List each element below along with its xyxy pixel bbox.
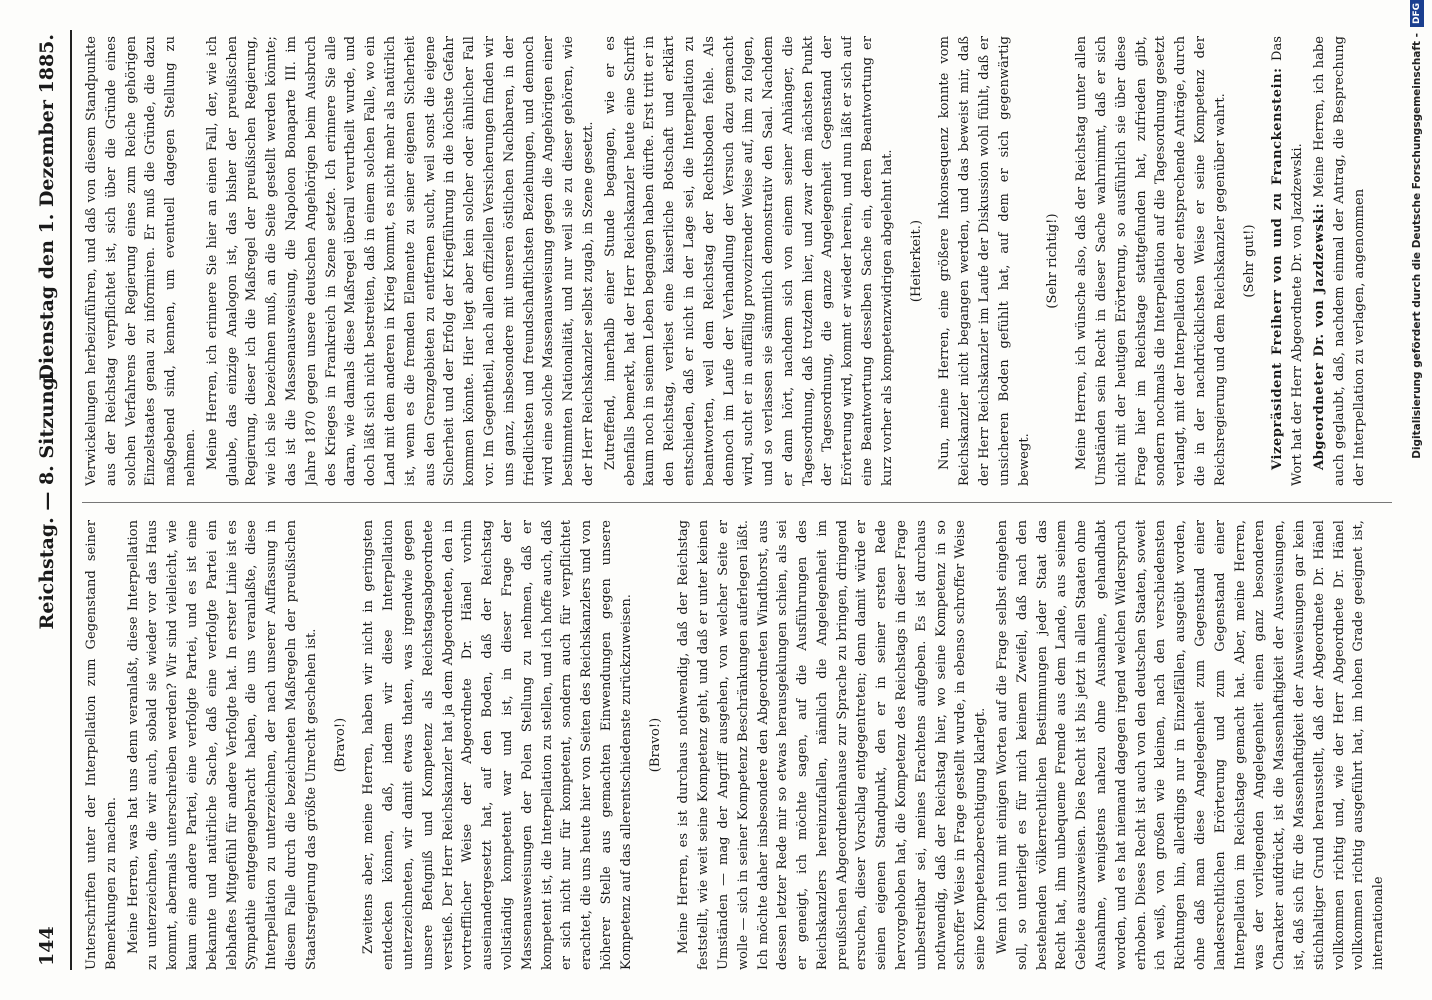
speaker-paragraph [1310, 36, 1369, 486]
dfg-logo-icon: DFG [1410, 0, 1424, 27]
body-paragraph: Zutreffend, innerhalb einer Stunde begangen, wie er es ebenfalls bemerkt, hat der Herr Reichskanzler heute eine Schrift kaum noch in seinem Leben begangen haben dürfte. Erst tritt er in den Reichstag, verliest eine kaiserliche Botschaft und erklärt entschieden, daß er nicht in der Lage sei, die Interpellation zu beantworten, weil dem Reichstag der Rechtsboden fehle. Als dennoch im Laufe der Verhandlung der Versuch dazu gemacht wird, sucht er in auffällig provozirender Weise auf, ihm zu folgen, und so verlassen sie sämmtlich demonstrativ den Saal. Nachdem er dann hört, nachdem sich von einem seiner Anhänger, die Tagesordnung, daß trotzdem hier, und zwar dem nächsten Punkt der Tagesordnung, die ganze Angelegenheit Gegenstand der Erörterung wird, kommt er wieder herein, und nun läßt er sich auf eine Beantwortung desselben Sache ein, deren Beantwortung er kurz vorher als kompetenzwidrigen abgelehnt hat. [602, 36, 895, 486]
interjection: (Sehr richtig!) [1045, 213, 1061, 309]
body-paragraph: Verwickelungen herbeizuführen, und daß von diesem Standpunkte aus der Reichstag verpflichtet ist, sich über die Gründe eines solchen Verfahrens der Regierung eines zum Reiche gehörigen Einzelstaates genau zu informiren. Er muß die Gründe, die dazu maßgebend sind, kennen, um eventuell dagegen Stellung zu nehmen. [84, 36, 198, 486]
body-paragraph: Unterschriften unter der Interpellation zum Gegenstand seiner Bemerkungen zu machen. [84, 520, 119, 970]
body-paragraph: Nun, meine Herren, eine größere Inkonsequenz konnte vom Reichskanzler nicht begangen werden, und das beweist mir, daß der Herr Reichskanzler im Laufe der Diskussion wohl fühlt, daß er unsicheren Boden gefühlt hat, auf dem er sich gegenwärtig bewegt. [937, 36, 1032, 486]
interjection: (Heiterkeit.) [908, 219, 924, 303]
body-paragraph: Meine Herren, was hat uns denn veranlaßt, diese Interpellation zu unterzeichnen, die wir auch, sobald sie wieder vor das Haus kommt, abermals unterschreiben werden? Wir sind vielleicht, wie kaum eine andere Partei, eine verfolgte Partei, und es ist eine bekannte und natürliche Sache, daß eine verfolgte Partei ein lebhaftes Mitgefühl für andere Verfolgte hat. In erster Linie ist es Sympathie entgegengebracht haben, die uns veranlaßte, diese Interpellation zu unterzeichnen, der nach unserer Auffassung in diesem Falle durch die bezeichneten Maßregeln der preußischen Staatsregierung das größte Unrecht geschehen ist. [125, 520, 319, 970]
interjection: (Bravo!) [647, 717, 663, 773]
running-header [30, 30, 72, 970]
interjection: (Sehr gut!) [1241, 224, 1257, 298]
text-column-left [82, 520, 1402, 970]
body-paragraph: Meine Herren, ich wünsche also, daß der Reichstag unter allen Umständen sein Recht in dieser Sache wahrnimmt, daß er sich nicht mit der heutigen Erörterung, so ausführlich sie über diese Frage hier im Reichstage stattgefunden hat, zufrieden gibt, sondern nochmals die Interpellation auf die Tagesordnung gesetzt verlangt, mit der Interpellation oder entsprechende Anträge, durch die in der nachdrücklichsten Weise er seine Kompetenz der Reichsregierung und dem Reichskanzler gegenüber wahrt. [1074, 36, 1228, 486]
speech-text: Das Wort hat der Herr Abgeordnete Dr. von Jazdzewski. [1270, 36, 1306, 486]
speaker-name: Vizepräsident Freiherr von und zu Franckenstein: [1270, 67, 1286, 470]
speaker-paragraph [1268, 36, 1308, 486]
rotated-document-page [30, 30, 1405, 970]
body-paragraph: Wenn ich nun mit einigen Worten auf die Frage selbst eingehen soll, so unterliegt es für mich keinem Zweifel, daß nach den bestehenden völkerrechtlichen Bestimmungen jeder Staat das Recht hat, ihm unbequeme Fremde aus dem Lande, aus seinem Gebiete auszuweisen. Dies Recht ist bis jetzt in allen Staaten ohne Ausnahme, wenigstens nahezu ohne Ausnahme, gehandhabt worden, und es hat niemand dagegen irgend welchen Widerspruch erhoben. Dieses Recht ist auch von den deutschen Staaten, soweit ich weiß, von großen wie kleinen, nach den verschiedensten Richtungen hin, allerdings nur in Einzelfällen, ausgeübt worden, ohne daß man diese Angelegenheit zum Gegenstand einer landesrechtlichen Erörterung und zum Gegenstand einer Interpellation im Reichstage gemacht hat. Aber, meine Herren, was der vorliegenden Angelegenheit einen ganz besonderen Charakter aufdrückt, ist die Massenhaftigkeit der Ausweisungen, ist, daß sich für die Massenhaftigkeit der Ausweisungen gar kein stichhaltiger Grund herausstellt, daß der Abgeordnete Dr. Hänel vollkommen richtig und, wie der Herr Abgeordnete Dr. Hänel vollkommen richtig ausgeführt hat, im hohen Grade geeignet ist, internationale [995, 520, 1387, 970]
text-column-right [82, 36, 1402, 486]
credit-text: Digitalisierung gefördert durch die Deutsche Forschungsgemeinschaft - [1411, 33, 1423, 459]
column-divider [82, 502, 1392, 503]
header-title: Reichstag. — 8. Sitzung. [36, 370, 58, 630]
speaker-name: Abgeordneter Dr. von Jazdzewski: [1312, 202, 1328, 470]
body-paragraph: Meine Herren, es ist durchaus nothwendig, daß der Reichstag feststellt, wie weit seine Kompetenz geht, und daß er unter keinen Umständen — mag der Angriff ausgehen, von welcher Seite er wolle — sich in seiner Kompetenz Beschränkungen auferlegen läßt. Ich möchte daher insbesondere den Abgeordneten Windthorst, aus dessen letzter Rede mir so etwas herausgeklungen schien, als sei er geneigt, ich möchte sagen, auf die Ausführungen des Reichskanzlers hereinzufallen, nämlich die Angelegenheit im preußischen Abgeordnetenhause zur Sprache zu bringen, dringend ersuchen, dieser Vorschlag entgegentreten; denn damit würde er seinen eigenen Standpunkt, den er in seiner ersten Rede hervorgehoben hat, die Kompetenz des Reichstags in dieser Frage unbestreitbar sei, meines Erachtens aufgeben. Es ist durchaus nothwendig, daß der Reichstag hier, wo seine Kompetenz in so schroffer Weise in Frage gestellt wurde, in ebenso schroffer Weise seine Kompetenzberechtigung klarlegt. [676, 520, 989, 970]
digitization-credit [1405, 0, 1429, 996]
speech-text: Meine Herren, ich habe auch geglaubt, daß, nachdem einmal der Antrag, die Besprechung der Interpellation zu verlagen, angenommen [1312, 36, 1367, 486]
header-date: Dienstag den 1. Dezember 1885. [36, 34, 58, 381]
body-paragraph: Zweitens aber, meine Herren, haben wir nicht in geringsten entdecken können, daß, indem wir diese Interpellation unterzeichneten, wir damit etwas thaten, was irgendwie gegen unsere Befugniß und Kompetenz als Reichstagsabgeordnete verstieß. Der Herr Reichskanzler hat ja dem Abgeordneten, den in vortrefflicher Weise der Abgeordnete Dr. Hänel vorhin auseinandergesetzt hat, auf den Boden, daß der Reichstag vollständig kompetent war und ist, in dieser Frage der Massenausweisungen der Polen Stellung zu nehmen, daß er kompetent ist, die Interpellation zu stellen, und ich hoffe auch, daß er sich nicht nur für kompetent, sondern auch für verpflichtet erachtet, die uns heute hier von Seiten des Reichskanzlers und von höherer Stelle aus gemachten Einwendungen gegen unsere Kompetenz auf das allerentschiedenste zurückzuweisen. [361, 520, 634, 970]
body-paragraph: Meine Herren, ich erinnere Sie hier an einen Fall, der, wie ich glaube, das einzige Analogon ist, das bisher der preußischen Regierung, dieser ich die Maßregel der preußischen Regierung, wie ich sie bezeichnen muß, an die Seite gestellt werden könnte; das ist die Massenausweisung, die Napoleon Bonaparte III. im Jahre 1870 gegen unsere deutschen Angehörigen beim Ausbruch des Krieges in Frankreich in Szene setzte. Ich erinnere Sie alle daran, wie damals diese Maßregel überall verurtheilt wurde, und doch läßt sich nicht bestreiten, daß in einem solchen Falle, wo ein Land mit dem anderen in Krieg kommt, es nicht mehr als natürlich ist, wenn es die fremden Elemente zu seiner eigenen Sicherheit aus den Grenzgebieten zu entfernen sucht, weil sonst die eigene Sicherheit und der Erfolg der Kriegführung in die höchste Gefahr kommen könnte. Hier liegt aber kein solcher oder ähnlicher Fall vor. Im Gegentheil, nach allen offiziellen Versicherungen finden wir uns ganz, insbesondere mit unseren östlichen Nachbaren, in der friedlichsten und freundschaftlichsten Beziehungen, und dennoch wird eine solche Massenausweisung gegen die Angehörigen einer bestimmten Nationalität, und nur weil sie zu dieser gehören, wie der Herr Reichskanzler selbst zugab, in Szene gesetzt. [204, 36, 596, 486]
page-number: 144 [36, 926, 58, 966]
interjection: (Bravo!) [332, 717, 348, 773]
